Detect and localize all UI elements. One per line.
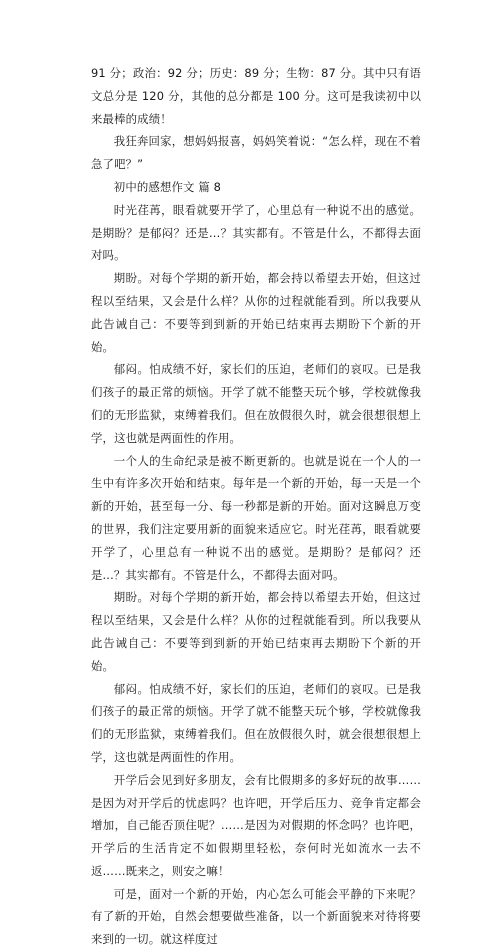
document-body xyxy=(91,62,421,951)
paragraph-10: 可是，面对一个新的开始，内心怎么可能会平静的下来呢？有了新的开始，自然会想要做些准备，以一个新面貌来对待将要来到的一切。就这样度过 xyxy=(91,886,421,947)
paragraph-9: 开学后会见到好多朋友，会有比假期多的多好玩的故事……是因为对开学后的忧虑吗？也许吧，开学后压力、竞争肯定都会增加，自己能否顶住呢？……是因为对假期的怀念吗？也许吧，开学后的生活肯定不如假期里轻松，奈何时光如流水一去不返……既来之，则安之嘛！ xyxy=(91,772,421,878)
paragraph-6: 一个人的生命纪录是被不断更新的。也就是说在一个人的一生中有许多次开始和结束。每年是一个新的开始，每一天是一个新的开始，甚至每一分、每一秒都是新的开始。面对这瞬息万变的世界，我们注定要用新的面貌来适应它。时光荏苒，眼看就要开学了，心里总有一种说不出的感觉。是期盼？是郁闷？还是...？其实都有。不管是什么，不都得去面对吗。 xyxy=(91,453,421,582)
paragraph-7: 期盼。对每个学期的新开始，都会持以希望去开始，但这过程以至结果，又会是什么样？从你的过程就能看到。所以我要从此告诫自己：不要等到到新的开始已结束再去期盼下个新的开始。 xyxy=(91,590,421,673)
paragraph-8: 郁闷。怕成绩不好，家长们的压迫，老师们的哀叹。已是我们孩子的最正常的烦恼。开学了就不能整天玩个够，学校就像我们的无形监狱，束缚着我们。但在放假很久时，就会很想很想上学，这也就是两面性的作用。 xyxy=(91,681,421,764)
paragraph-2: 我狂奔回家，想妈妈报喜，妈妈笑着说：“怎么样，现在不着急了吧？” xyxy=(91,134,421,172)
paragraph-3: 时光荏苒，眼看就要开学了，心里总有一种说不出的感觉。是期盼？是郁闷？还是...？其实都有。不管是什么，不都得去面对吗。 xyxy=(91,202,421,263)
paragraph-5: 郁闷。怕成绩不好，家长们的压迫，老师们的哀叹。已是我们孩子的最正常的烦恼。开学了就不能整天玩个够，学校就像我们的无形监狱，束缚着我们。但在放假很久时，就会很想很想上学，这也就是两面性的作用。 xyxy=(91,362,421,445)
paragraph-4: 期盼。对每个学期的新开始，都会持以希望去开始，但这过程以至结果，又会是什么样？从你的过程就能看到。所以我要从此告诫自己：不要等到到新的开始已结束再去期盼下个新的开始。 xyxy=(91,271,421,354)
paragraph-1: 91 分；政治：92 分；历史：89 分；生物：87 分。其中只有语文总分是 120 分，其他的总分都是 100 分。这可是我读初中以来最棒的成绩！ xyxy=(91,66,421,126)
section-heading: 初中的感想作文 篇 8 xyxy=(113,179,222,194)
